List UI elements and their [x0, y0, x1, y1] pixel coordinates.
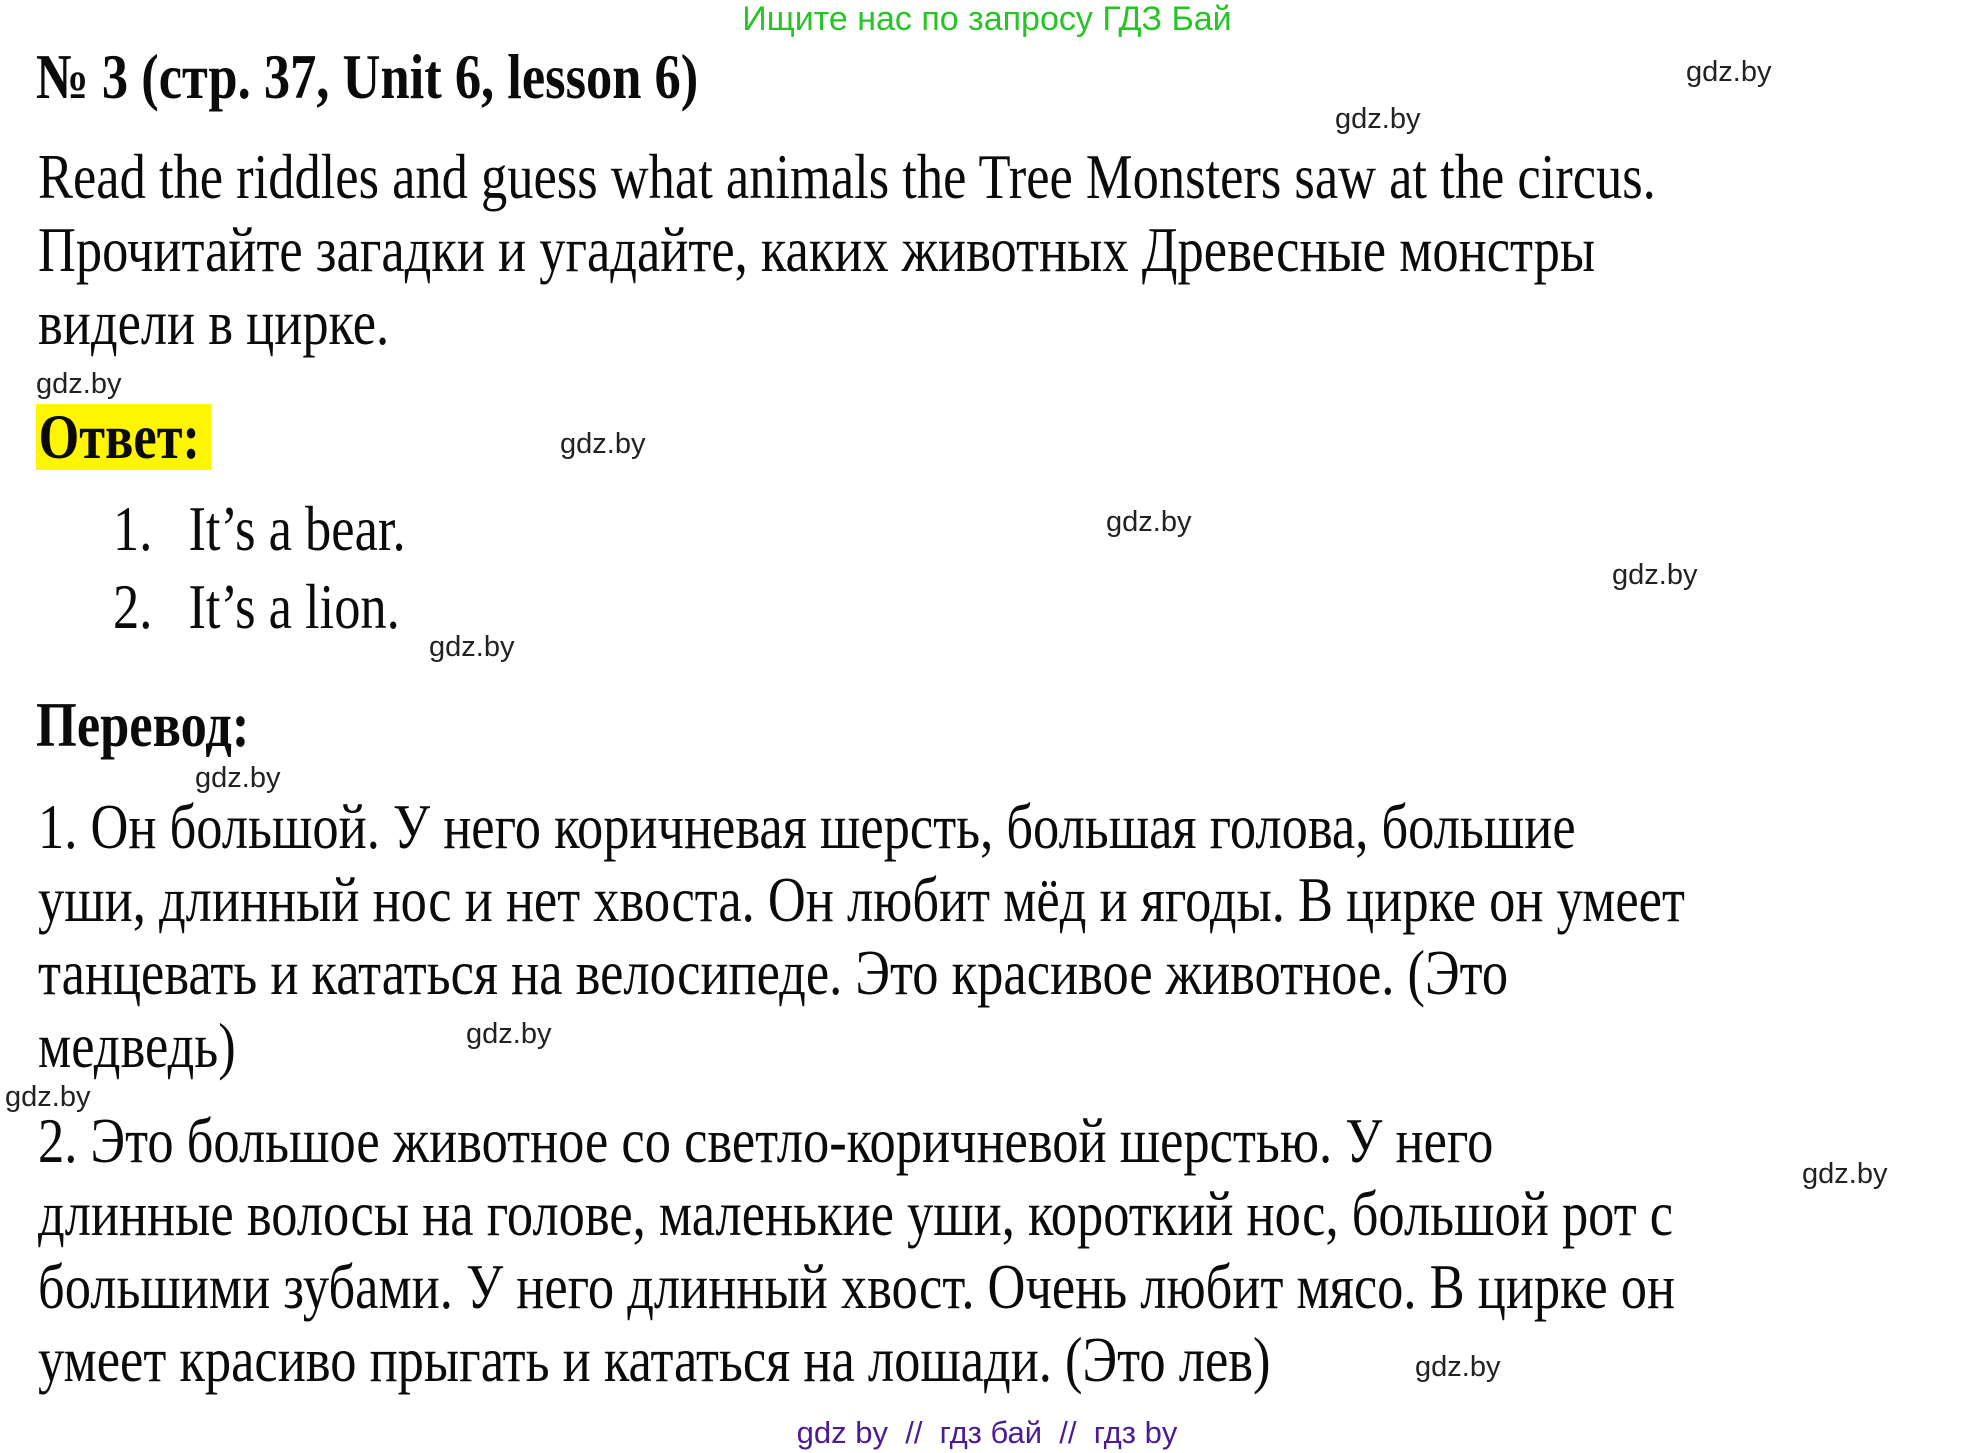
exercise-title: № 3 (стр. 37, Unit 6, lesson 6) — [36, 41, 699, 112]
gdz-watermark: gdz.by — [466, 1018, 552, 1050]
exercise-description-line: Read the riddles and guess what animals the Tree Monsters saw at the circus. — [38, 141, 1656, 212]
answer-heading — [36, 400, 211, 473]
translation-line: длинные волосы на голове, маленькие уши, короткий нос, большой рот с — [38, 1178, 1674, 1249]
translation-line: медведь) — [38, 1010, 236, 1081]
translation-line: танцевать и кататься на велосипеде. Это красивое животное. (Это — [38, 937, 1509, 1008]
gdz-watermark: gdz.by — [1415, 1351, 1501, 1383]
answer-item-number: 1. — [113, 493, 153, 564]
gdz-watermark: gdz.by — [1612, 559, 1698, 591]
gdz-watermark: gdz.by — [5, 1081, 91, 1113]
promo-banner: Ищите нас по запросу ГДЗ Бай — [742, 0, 1232, 38]
gdz-watermark: gdz.by — [1686, 56, 1772, 88]
translation-line: уши, длинный нос и нет хвоста. Он любит мёд и ягоды. В цирке он умеет — [38, 864, 1685, 935]
gdz-watermark: gdz.by — [429, 631, 515, 663]
exercise-description-line: Прочитайте загадки и угадайте, каких животных Древесные монстры — [38, 214, 1596, 285]
gdz-watermark: gdz.by — [1106, 506, 1192, 538]
translation-paragraph-1 — [38, 790, 1974, 1082]
gdz-watermark: gdz.by — [195, 762, 281, 794]
gdz-watermark: gdz.by — [560, 428, 646, 460]
exercise-description-line: видели в цирке. — [38, 287, 390, 358]
answer-item — [113, 492, 406, 565]
gdz-watermark: gdz.by — [1335, 103, 1421, 135]
answer-list — [113, 492, 470, 648]
translation-heading: Перевод: — [36, 689, 250, 760]
gdz-watermark: gdz.by — [1802, 1158, 1888, 1190]
gdz-watermark: gdz.by — [36, 368, 122, 400]
footer-branding: gdz by // гдз бай // гдз by — [796, 1415, 1178, 1450]
translation-paragraph-2 — [38, 1104, 1974, 1396]
translation-line: 2. Это большое животное со светло-коричневой шерстью. У него — [38, 1105, 1494, 1176]
translation-line: 1. Он большой. У него коричневая шерсть, большая голова, большие — [38, 791, 1576, 862]
answer-item — [113, 570, 406, 643]
translation-line: умеет красиво прыгать и кататься на лошади. (Это лев) — [38, 1324, 1271, 1395]
answer-item-text: It’s a bear. — [188, 493, 406, 564]
exercise-description — [38, 140, 1974, 359]
answer-heading-highlight: Ответ: — [36, 404, 211, 470]
answer-item-number: 2. — [113, 571, 153, 642]
answer-item-text: It’s a lion. — [188, 571, 400, 642]
translation-line: большими зубами. У него длинный хвост. Очень любит мясо. В цирке он — [38, 1251, 1676, 1322]
